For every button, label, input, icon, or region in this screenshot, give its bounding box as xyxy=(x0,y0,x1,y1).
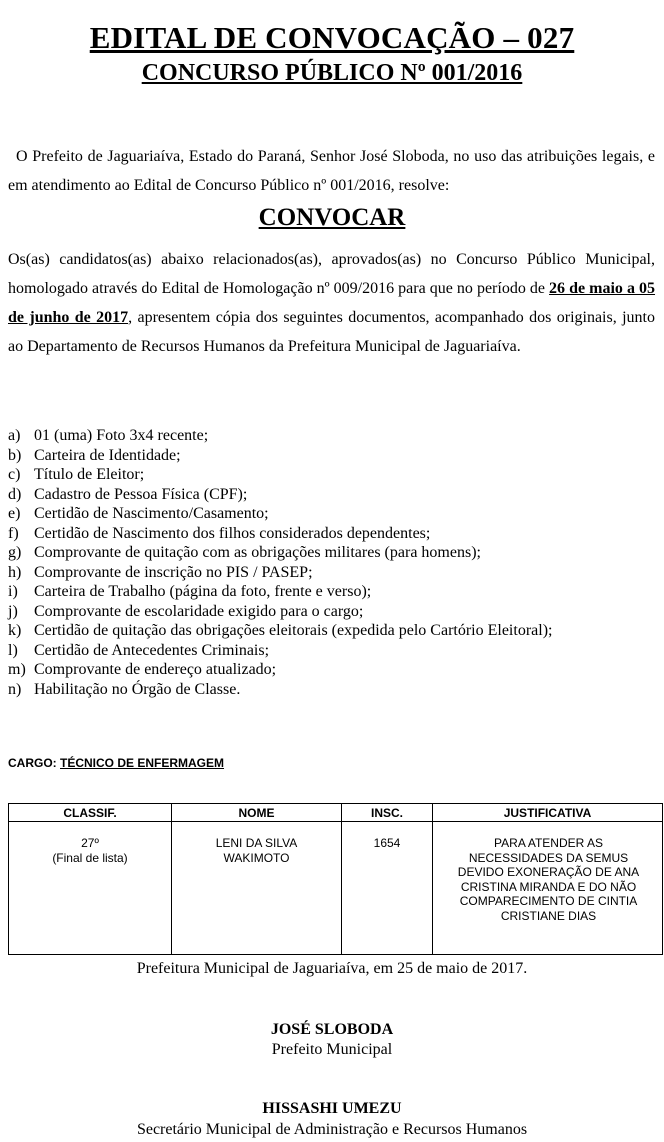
document-subtitle: CONCURSO PÚBLICO Nº 001/2016 xyxy=(141,60,523,86)
signature-role-secretary: Secretário Municipal de Administração e Recursos Humanos xyxy=(136,1121,528,1138)
list-item-letter: i) xyxy=(8,583,18,600)
cell-classif xyxy=(9,822,172,955)
list-item-text: Carteira de Identidade; xyxy=(34,446,181,464)
body-paragraph xyxy=(8,245,655,361)
list-item-letter: l) xyxy=(8,641,18,659)
table-row xyxy=(9,822,663,955)
list-item xyxy=(8,680,658,700)
signature-role-mayor: Prefeito Municipal xyxy=(271,1041,393,1058)
classif-value: 27º xyxy=(81,836,99,850)
list-item-letter: c) xyxy=(8,466,21,483)
intro-paragraph: O Prefeito de Jaguariaíva, Estado do Paraná, Senhor José Sloboda, no uso das atribuições legais, e em atendimento ao Edital de Concurso Público nº 001/2016, resolve: xyxy=(8,148,655,194)
list-item xyxy=(8,543,658,563)
cell-justificativa: PARA ATENDER AS NECESSIDADES DA SEMUS DEVIDO EXONERAÇÃO DE ANA CRISTINA MIRANDA E DO NÃO COMPARECIMENTO DE CINTIA CRISTIANE DIAS xyxy=(433,822,663,955)
list-item-letter: g) xyxy=(8,544,22,561)
list-item-text: Certidão de Nascimento dos filhos considerados dependentes; xyxy=(34,524,431,542)
list-item-text: Comprovante de inscrição no PIS / PASEP; xyxy=(34,563,313,581)
list-item-text: 01 (uma) Foto 3x4 recente; xyxy=(34,427,209,444)
list-item-letter: m) xyxy=(8,661,26,678)
table-header-row xyxy=(9,804,663,822)
period-highlight: 26 de maio a 05 de junho de 2017 xyxy=(8,280,656,326)
signature-name-mayor: JOSÉ SLOBODA xyxy=(270,1021,394,1038)
body-text-part2: , apresentem cópia dos seguintes documentos, acompanhado dos originais, junto ao Departamento de Recursos Humanos da Prefeitura Municipal de Jaguariaíva. xyxy=(8,309,655,355)
cargo-line xyxy=(8,756,224,770)
col-header-insc: INSC. xyxy=(342,804,433,822)
list-item xyxy=(8,524,658,544)
cell-nome: LENI DA SILVA WAKIMOTO xyxy=(172,822,342,955)
list-item-text: Comprovante de escolaridade exigido para o cargo; xyxy=(34,602,364,620)
cargo-value: TÉCNICO DE ENFERMAGEM xyxy=(60,756,225,770)
list-item-letter: d) xyxy=(8,485,22,503)
document-title: EDITAL DE CONVOCAÇÃO – 027 xyxy=(89,20,575,55)
list-item-letter: b) xyxy=(8,446,22,464)
list-item xyxy=(8,485,658,505)
body-text-part1: Os(as) candidatos(as) abaixo relacionados(as), aprovados(as) no Concurso Público Municipal, homologado através do Edital de Homologação nº 009/2016 para que no período de xyxy=(8,251,655,297)
list-item-text: Comprovante de endereço atualizado; xyxy=(34,661,277,678)
list-item xyxy=(8,582,658,602)
list-item-letter: f) xyxy=(8,524,19,542)
list-item xyxy=(8,660,658,680)
list-item-text: Habilitação no Órgão de Classe. xyxy=(34,680,241,698)
list-item-text: Certidão de Nascimento/Casamento; xyxy=(34,505,269,522)
list-item xyxy=(8,641,658,661)
documents-list xyxy=(8,426,658,699)
cell-insc: 1654 xyxy=(342,822,433,955)
list-item xyxy=(8,504,658,524)
list-item xyxy=(8,446,658,466)
list-item-text: Cadastro de Pessoa Física (CPF); xyxy=(34,485,248,503)
list-item xyxy=(8,563,658,583)
list-item-text: Título de Eleitor; xyxy=(34,466,145,483)
col-header-classif: CLASSIF. xyxy=(9,804,172,822)
list-item-letter: j) xyxy=(8,602,18,620)
list-item-text: Certidão de quitação das obrigações eleitorais (expedida pelo Cartório Eleitoral); xyxy=(34,622,553,639)
list-item xyxy=(8,465,658,485)
classif-note: (Final de lista) xyxy=(52,850,128,865)
convocar-heading: CONVOCAR xyxy=(258,204,406,231)
list-item-text: Certidão de Antecedentes Criminais; xyxy=(34,641,270,659)
list-item-letter: k) xyxy=(8,622,22,639)
list-item-letter: n) xyxy=(8,680,22,698)
list-item-letter: e) xyxy=(8,505,21,522)
cargo-label: CARGO: xyxy=(8,756,57,770)
list-item-letter: h) xyxy=(8,563,22,581)
place-date: Prefeitura Municipal de Jaguariaíva, em 25 de maio de 2017. xyxy=(136,960,528,977)
list-item-text: Carteira de Trabalho (página da foto, frente e verso); xyxy=(34,583,372,600)
results-table xyxy=(8,803,663,955)
list-item-letter: a) xyxy=(8,427,21,444)
list-item xyxy=(8,426,658,446)
signature-name-secretary: HISSASHI UMEZU xyxy=(262,1100,402,1117)
col-header-justificativa: JUSTIFICATIVA xyxy=(433,804,663,822)
col-header-nome: NOME xyxy=(172,804,342,822)
list-item-text: Comprovante de quitação com as obrigações militares (para homens); xyxy=(34,544,481,561)
list-item xyxy=(8,602,658,622)
list-item xyxy=(8,621,658,641)
